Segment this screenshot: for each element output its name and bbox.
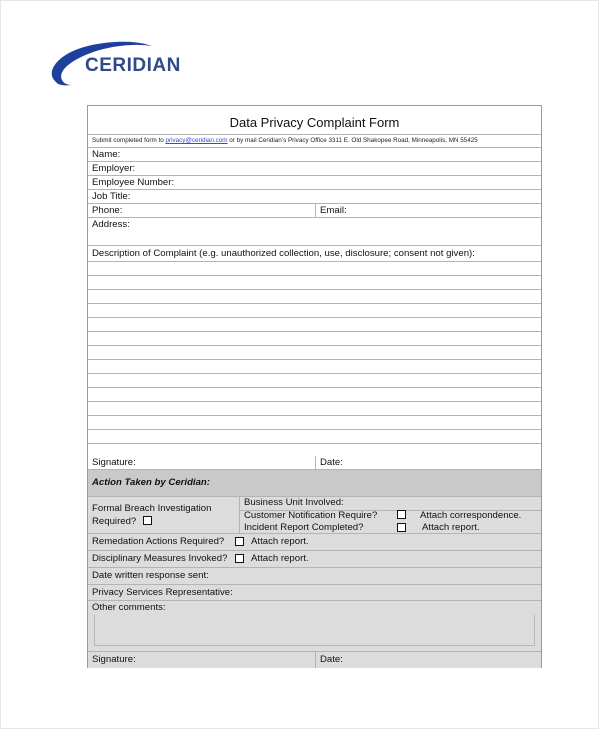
instructions-row [88,135,541,148]
signature-label: Signature: [92,457,136,468]
formal-breach-label: Formal Breach Investigation [92,503,212,514]
remediation-attach-label: Attach report. [251,536,309,547]
incident-report-checkbox[interactable] [397,523,406,532]
address-label: Address: [92,219,130,230]
logo-wordmark: CERIDIAN [85,55,181,76]
date-label: Date: [320,457,343,468]
description-line[interactable] [88,416,541,430]
description-line[interactable] [88,332,541,346]
disciplinary-label: Disciplinary Measures Invoked? [92,553,228,564]
breach-divider [239,497,240,534]
form-title: Data Privacy Complaint Form [229,115,400,130]
description-line[interactable] [88,360,541,374]
attach-correspondence-label: Attach correspondence. [420,510,522,521]
description-header [88,246,541,262]
incident-attach-label: Attach report. [422,522,480,533]
job-title-field[interactable] [88,190,541,204]
incident-report-label: Incident Report Completed? [244,522,364,533]
description-line[interactable] [88,402,541,416]
privacy-email-link[interactable]: privacy@ceridian.com [165,137,228,144]
description-line[interactable] [88,430,541,444]
remediation-checkbox[interactable] [235,537,244,546]
description-line[interactable] [88,388,541,402]
email-label: Email: [320,205,347,216]
submission-instructions: Submit completed form to privacy@ceridian.com or by mail Ceridian’s Privacy Office 3311 E. Old Shakopee Road, Minneapolis, MN 55425 [92,137,478,144]
disciplinary-row [88,551,541,568]
description-line[interactable] [88,346,541,360]
other-comments-label: Other comments: [92,602,166,613]
date-written-row[interactable] [88,568,541,585]
title-row [88,106,541,135]
description-line[interactable] [88,290,541,304]
final-signature-label: Signature: [92,654,136,665]
date-written-label: Date written response sent: [92,570,209,581]
final-signature-divider [315,652,316,668]
employer-field[interactable] [88,162,541,176]
privacy-rep-label: Privacy Services Representative: [92,587,233,598]
final-date-label: Date: [320,654,343,665]
employee-number-label: Employee Number: [92,177,175,188]
phone-label: Phone: [92,205,123,216]
description-line[interactable] [88,318,541,332]
description-line[interactable] [88,276,541,290]
other-comments-row[interactable] [88,601,541,652]
privacy-rep-row[interactable] [88,585,541,601]
description-line[interactable] [88,262,541,276]
customer-notification-label: Customer Notification Require? [244,510,378,521]
formal-breach-label-2: Required? [92,516,137,527]
job-title-label: Job Title: [92,191,131,202]
description-label: Description of Complaint (e.g. unauthorized collection, use, disclosure; consent not given): [92,248,475,259]
customer-notification-checkbox[interactable] [397,510,406,519]
complaint-form [87,105,542,668]
disciplinary-attach-label: Attach report. [251,553,309,564]
name-label: Name: [92,149,121,160]
employee-number-field[interactable] [88,176,541,190]
formal-breach-checkbox[interactable] [143,516,152,525]
remediation-label: Remedation Actions Required? [92,536,225,547]
remediation-row [88,534,541,551]
other-comments-box[interactable] [94,615,535,646]
phone-email-divider [315,204,316,218]
business-unit-label: Business Unit Involved: [244,497,344,508]
ceridian-logo [48,38,198,90]
disciplinary-checkbox[interactable] [235,554,244,563]
employer-label: Employer: [92,163,136,174]
action-header-row [88,470,541,497]
address-field[interactable] [88,218,541,246]
action-header: Action Taken by Ceridian: [92,477,210,488]
description-line[interactable] [88,304,541,318]
name-field[interactable] [88,148,541,162]
signature-date-divider [315,456,316,470]
description-line[interactable] [88,374,541,388]
